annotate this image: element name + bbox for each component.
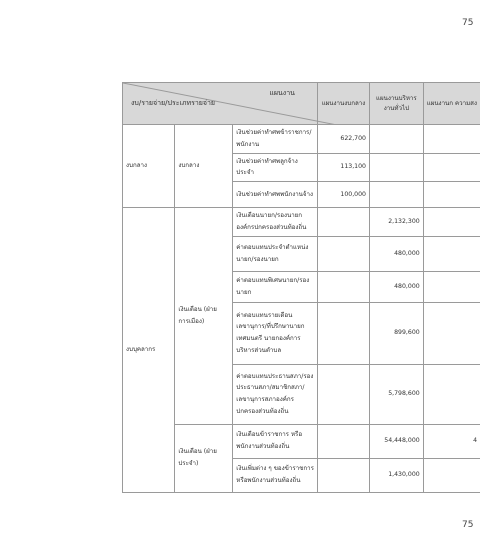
value-cell xyxy=(370,182,424,208)
item-cell: เงินช่วยค่าทำศพข้าราชการ/พนักงาน xyxy=(233,125,318,154)
value-cell xyxy=(423,208,480,237)
item-cell: เงินช่วยค่าทำศพลูกจ้างประจำ xyxy=(233,153,318,182)
item-cell: เงินเพิ่มต่าง ๆ ของข้าราชการ หรือพนักงานส่วนท้องถิ่น xyxy=(233,458,318,492)
value-cell: 113,100 xyxy=(317,153,369,182)
item-cell: ค่าตอบแทนประธานสภา/รองประธานสภา/สมาชิกสภา/เลขานุการสภาองค์กรปกครองส่วนท้องถิ่น xyxy=(233,364,318,424)
value-cell: 480,000 xyxy=(370,271,424,302)
value-cell: 5,798,600 xyxy=(370,364,424,424)
table-row xyxy=(123,424,480,458)
header-security-plan: แผนงานก ความสง xyxy=(423,83,480,125)
budget-table xyxy=(122,82,480,493)
page-number-top: 75 xyxy=(462,18,474,28)
header-plan-label: แผนงาน xyxy=(269,89,295,97)
value-cell xyxy=(317,208,369,237)
category-cell: เงินเดือน (ฝ่ายการเมือง) xyxy=(175,208,233,425)
value-cell xyxy=(370,125,424,154)
value-cell xyxy=(423,364,480,424)
header-general-admin: แผนงานบริหารงานทั่วไป xyxy=(370,83,424,125)
value-cell xyxy=(317,424,369,458)
item-cell: เงินช่วยค่าทำศพพนักงานจ้าง xyxy=(233,182,318,208)
value-cell xyxy=(423,271,480,302)
value-cell: 480,000 xyxy=(370,236,424,271)
value-cell: 899,600 xyxy=(370,302,424,364)
item-cell: ค่าตอบแทนรายเดือนเลขานุการ/ที่ปรึกษานายกเทศมนตรี นายกองค์การบริหารส่วนตำบล xyxy=(233,302,318,364)
value-cell: 2,132,300 xyxy=(370,208,424,237)
value-cell xyxy=(317,271,369,302)
value-cell: 54,448,000 xyxy=(370,424,424,458)
item-cell: ค่าตอบแทนพิเศษนายก/รองนายก xyxy=(233,271,318,302)
value-cell xyxy=(317,302,369,364)
value-cell xyxy=(317,364,369,424)
page-number-bottom: 75 xyxy=(462,520,474,530)
value-cell xyxy=(423,125,480,154)
header-central-budget: แผนงานงบกลาง xyxy=(317,83,369,125)
value-cell xyxy=(423,236,480,271)
value-cell xyxy=(423,153,480,182)
category-cell: งบกลาง xyxy=(175,125,233,208)
item-cell: เงินเดือนข้าราชการ หรือพนักงานส่วนท้องถิ่น xyxy=(233,424,318,458)
value-cell: 622,700 xyxy=(317,125,369,154)
value-cell xyxy=(423,302,480,364)
value-cell: 100,000 xyxy=(317,182,369,208)
value-cell: 4 xyxy=(423,424,480,458)
header-budget-label: งบ/รายจ่าย/ประเภทรายจ่าย xyxy=(131,99,216,107)
item-cell: ค่าตอบแทนประจำตำแหน่งนายก/รองนายก xyxy=(233,236,318,271)
value-cell xyxy=(423,182,480,208)
table-row xyxy=(123,208,480,237)
budget-cell: งบบุคลากร xyxy=(123,208,175,493)
value-cell xyxy=(317,458,369,492)
table-row xyxy=(123,125,480,154)
value-cell: 1,430,000 xyxy=(370,458,424,492)
value-cell xyxy=(317,236,369,271)
value-cell xyxy=(370,153,424,182)
category-cell: เงินเดือน (ฝ่ายประจำ) xyxy=(175,424,233,492)
item-cell: เงินเดือนนายก/รองนายกองค์กรปกครองส่วนท้องถิ่น xyxy=(233,208,318,237)
budget-cell: งบกลาง xyxy=(123,125,175,208)
header-corner-cell xyxy=(123,83,318,125)
value-cell xyxy=(423,458,480,492)
